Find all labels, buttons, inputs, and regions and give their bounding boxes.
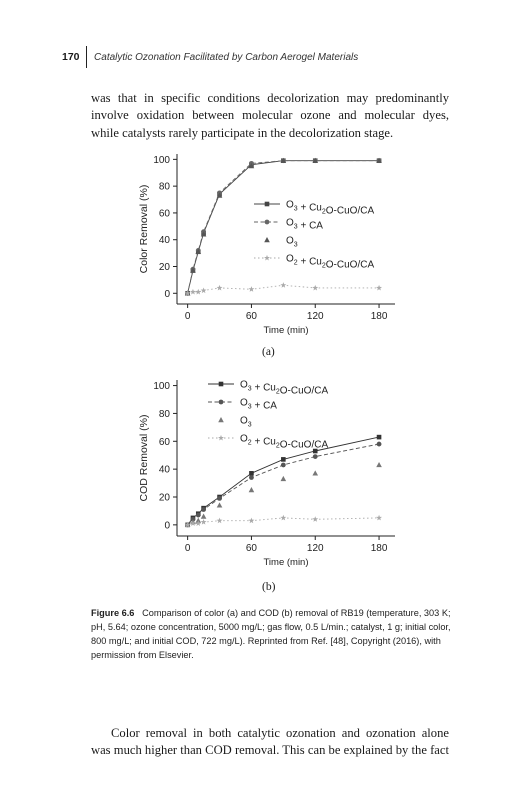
caption-text: Comparison of color (a) and COD (b) removal of RB19 (temperature, 303 K; pH, 5.64; ozone concentration, 5000 mg/L; gas flow, 0.5 L/min.; catalyst, 1 g; initial color, 800 mg/L; and initial COD, 722 mg/L). Reprinted from Ref. [48], Copyright (2016), with permission from Elsevier.	[91, 608, 451, 660]
data-point	[217, 502, 223, 507]
data-point	[312, 285, 318, 291]
data-point	[201, 514, 207, 519]
body-paragraph-2	[91, 725, 449, 760]
data-point	[249, 487, 255, 492]
data-point	[377, 442, 382, 447]
y-tick-label: 80	[158, 408, 170, 420]
page-number: 170	[62, 51, 80, 63]
y-tick-label: 100	[153, 381, 170, 393]
legend-marker	[218, 417, 224, 422]
data-point	[312, 470, 318, 475]
y-tick-label: 0	[164, 288, 170, 300]
data-point	[217, 518, 223, 524]
subfigure-a-label: (a)	[262, 346, 275, 358]
data-point	[281, 457, 286, 462]
data-point	[280, 282, 286, 288]
x-axis-label: Time (min)	[263, 325, 309, 336]
data-point	[376, 285, 382, 291]
data-point	[313, 454, 318, 459]
x-tick-label: 120	[306, 311, 324, 322]
data-series	[185, 158, 381, 295]
y-tick-label: 20	[158, 262, 170, 273]
data-point	[195, 289, 201, 295]
data-point	[201, 519, 207, 525]
running-title: Catalytic Ozonation Facilitated by Carbon Aerogel Materials	[94, 51, 359, 63]
x-tick-label: 180	[370, 311, 388, 322]
data-point	[248, 286, 254, 292]
data-point	[249, 471, 254, 476]
y-tick-label: 100	[153, 154, 170, 166]
series-line	[188, 161, 379, 294]
y-tick-label: 0	[164, 520, 170, 532]
data-point	[195, 520, 201, 526]
legend-marker	[264, 255, 270, 261]
data-point	[201, 507, 206, 512]
data-series	[185, 515, 382, 528]
legend-entry: $O_3$ + CA	[286, 217, 323, 232]
x-axis-label: Time (min)	[263, 557, 309, 568]
paragraph-line: involve oxidation between molecular ozone and molecular dyes,	[91, 108, 449, 123]
legend	[208, 380, 328, 451]
legend	[254, 200, 374, 271]
y-tick-label: 40	[158, 464, 170, 476]
x-tick-label: 0	[184, 311, 191, 322]
x-tick-label: 60	[245, 311, 258, 322]
data-point	[248, 518, 254, 524]
data-series	[185, 158, 381, 295]
legend-marker	[219, 400, 224, 405]
legend-entry: $O_3 + Cu_2O-CuO/CA$	[240, 379, 329, 397]
figure-caption	[91, 606, 451, 662]
data-series	[185, 442, 381, 528]
series-line	[188, 444, 379, 525]
data-point	[196, 513, 201, 518]
x-tick-label: 0	[184, 543, 191, 554]
legend-entry: $O_2 + Cu_2O-CuO/CA$	[286, 253, 375, 271]
legend-marker	[219, 382, 224, 387]
legend-entry: $O_3 + Cu_2O-CuO/CA$	[286, 199, 375, 217]
data-series	[185, 282, 382, 296]
legend-marker	[264, 237, 270, 242]
chart-color-removal	[130, 146, 410, 346]
y-axis-label: COD Removal (%)	[138, 414, 150, 502]
data-point	[376, 462, 382, 467]
paragraph-line: Color removal in both catalytic ozonation and ozonation alone	[111, 726, 449, 740]
data-point	[201, 288, 207, 294]
series-line	[188, 161, 379, 294]
y-tick-label: 60	[158, 208, 170, 220]
x-tick-label: 180	[370, 543, 388, 554]
legend-entry: $O_3$	[240, 415, 252, 429]
legend-entry: $O_2 + Cu_2O-CuO/CA$	[240, 433, 329, 451]
x-tick-label: 60	[245, 543, 258, 554]
header-divider	[86, 46, 88, 68]
chart-cod-removal	[130, 370, 410, 580]
legend-marker	[265, 202, 270, 207]
caption-label: Figure 6.6	[91, 608, 135, 618]
data-point	[280, 515, 286, 521]
y-tick-label: 20	[158, 492, 170, 504]
body-paragraph-1	[91, 90, 449, 142]
data-point	[217, 285, 223, 291]
data-point	[376, 515, 382, 521]
data-point	[312, 516, 318, 522]
y-axis-label: Color Removal (%)	[138, 184, 150, 274]
data-point	[249, 475, 254, 480]
y-tick-label: 80	[158, 181, 170, 193]
y-tick-label: 60	[158, 436, 170, 448]
data-point	[377, 435, 382, 440]
legend-marker	[218, 435, 224, 441]
legend-marker	[265, 220, 270, 225]
data-point	[281, 463, 286, 468]
x-tick-label: 120	[306, 543, 324, 554]
subfigure-b-label: (b)	[262, 581, 276, 593]
data-point	[190, 289, 196, 295]
running-header	[62, 47, 358, 67]
paragraph-line: was much higher than COD removal. This can be explained by the fact	[91, 743, 449, 758]
paragraph-line: was that in specific conditions decolorization may predominantly	[91, 91, 449, 105]
legend-entry: $O_3$	[286, 235, 298, 249]
y-tick-label: 40	[158, 235, 170, 247]
paragraph-line: while catalysts rarely participate in the decolorization stage.	[91, 125, 394, 140]
data-point	[281, 476, 287, 481]
legend-entry: $O_3$ + CA	[240, 397, 277, 412]
data-series	[185, 158, 382, 296]
data-point	[217, 496, 222, 501]
